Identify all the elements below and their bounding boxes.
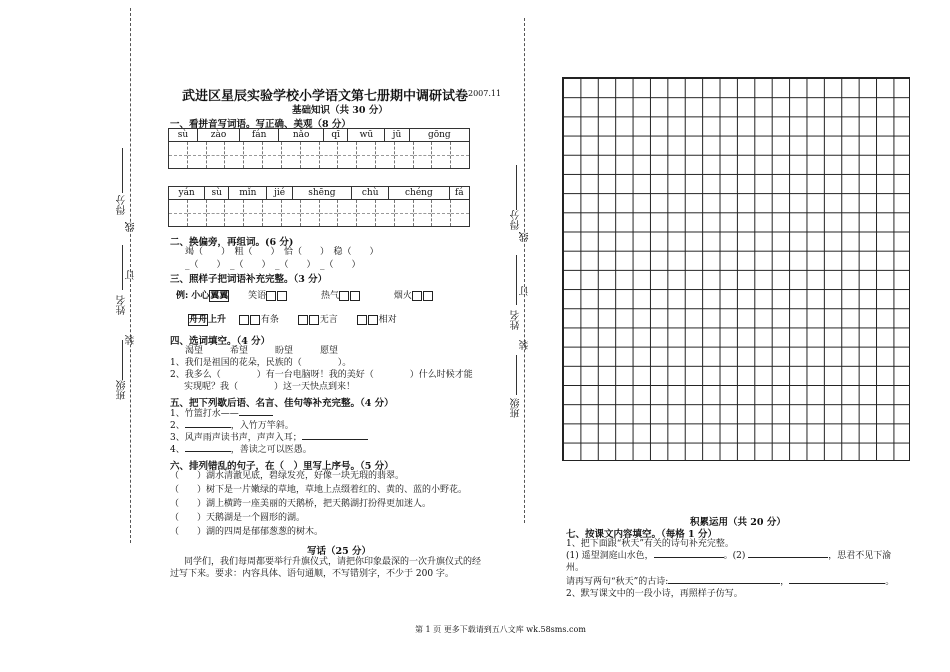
q6-item: （ ）湖水清澈见底，碧绿发亮，好像一块无瑕的翡翠。 — [170, 471, 405, 481]
q3-word-5: 无言 — [319, 315, 338, 325]
pinyin-cell: mǐn — [229, 187, 267, 200]
label-class-middle: 班级 — [511, 398, 522, 418]
q7-line-5: 2、默写课文中的一段小诗，再照样子仿写。 — [566, 589, 743, 599]
writing-box[interactable] — [338, 200, 357, 226]
writing-box[interactable] — [188, 142, 207, 168]
label-name-left: 姓名 — [117, 295, 128, 315]
q6-item: （ ）树下是一片嫩绿的草地，草地上点缀着红的、黄的、蓝的小野花。 — [170, 485, 468, 495]
label-line-left: 线 — [126, 222, 137, 232]
writing-prompt-1: 同学们，我们每周都要举行升旗仪式，请把你印象最深的一次升旗仪式的经 — [184, 557, 482, 567]
q5-blank[interactable] — [302, 439, 368, 440]
writing-box[interactable] — [357, 142, 376, 168]
q3-blank[interactable] — [298, 315, 308, 325]
pinyin-cell: jié — [267, 187, 292, 200]
writing-box[interactable] — [320, 200, 339, 226]
q5-item-2-text: ，入竹万竿斜。 — [230, 421, 294, 431]
q7-blank[interactable] — [668, 583, 780, 584]
writing-box[interactable] — [225, 142, 244, 168]
writing-box[interactable] — [301, 142, 320, 168]
basic-section-heading: 基础知识（共 30 分） — [292, 105, 388, 116]
q7-line-4: 请再写两句“秋天”的古诗: ， 。 — [566, 577, 895, 587]
q7-blank[interactable] — [654, 557, 724, 558]
q5-item-4-text: ，善读之可以医愚。 — [230, 445, 312, 455]
label-score-left: 得分 — [117, 195, 128, 215]
writing-box[interactable] — [451, 200, 469, 226]
q3-example-row-2 — [188, 314, 397, 326]
q3-example-row — [176, 290, 434, 302]
pinyin-cell: zào — [198, 129, 240, 142]
writing-box[interactable] — [451, 142, 469, 168]
q2-line-1: 竭（ ） 粗（ ） 恰（ ） 稳（ ） — [185, 247, 379, 257]
writing-box[interactable] — [263, 200, 282, 226]
pinyin-cell: nǎo — [279, 129, 324, 142]
pinyin-cell: sù — [205, 187, 229, 200]
q4-sentence-2b: 实现呢？我（ ）这一天快点到来！ — [184, 382, 356, 392]
q3-heading: 三、照样子把词语补充完整。（3 分） — [170, 274, 328, 285]
q3-blank[interactable] — [250, 315, 260, 325]
writing-box[interactable] — [169, 142, 188, 168]
q6-item: （ ）湖的四周是郁郁葱葱的树木。 — [170, 527, 324, 537]
q3-blank[interactable] — [339, 291, 349, 301]
q3-blank[interactable] — [277, 291, 287, 301]
q3-example-fill: 翼翼 — [210, 291, 229, 301]
q7-blank[interactable] — [748, 557, 828, 558]
pinyin-cell: chéng — [389, 187, 449, 200]
q7-line-2 — [566, 550, 891, 562]
q3-example2-word: 上升 — [208, 315, 227, 325]
pinyin-cell: sù — [169, 129, 198, 142]
pinyin-cell: chù — [352, 187, 389, 200]
q4-heading: 四、选词填空。（4 分） — [170, 336, 271, 347]
q3-example-word: 小心 — [191, 291, 210, 301]
q7-poem-2-label: 。(2) — [723, 551, 746, 561]
q3-word-3: 烟火 — [393, 291, 412, 301]
q3-blank[interactable] — [423, 291, 433, 301]
writing-heading: 写话（25 分） — [307, 546, 372, 557]
label-seal-left: 装 — [126, 335, 137, 345]
q3-blank[interactable] — [239, 315, 249, 325]
composition-grid[interactable] — [562, 77, 910, 461]
q5-blank[interactable] — [185, 427, 231, 428]
q5-item-3 — [170, 432, 368, 444]
writing-box[interactable] — [376, 142, 395, 168]
q6-list — [170, 470, 467, 540]
label-seal-middle: 装 — [520, 340, 531, 350]
pinyin-cell: yán — [169, 187, 205, 200]
pinyin-cell: qī — [324, 129, 348, 142]
writing-box[interactable] — [207, 142, 226, 168]
q7-line-1: 1、把下面跟“秋天”有关的诗句补充完整。 — [566, 539, 734, 549]
writing-box[interactable] — [263, 142, 282, 168]
writing-box[interactable] — [282, 142, 301, 168]
score-underline-left — [122, 148, 123, 193]
writing-box[interactable] — [301, 200, 320, 226]
writing-box[interactable] — [282, 200, 301, 226]
q3-blank[interactable] — [357, 315, 367, 325]
writing-box[interactable] — [207, 200, 226, 226]
exam-date: 2007.11 — [468, 89, 502, 98]
q7-line-3: 州。 — [566, 563, 585, 573]
q5-heading: 五、把下列歇后语、名言、佳句等补充完整。（4 分） — [170, 398, 394, 409]
label-class-left: 班级 — [117, 380, 128, 400]
q3-blank[interactable] — [350, 291, 360, 301]
label-line-middle: 线 — [520, 232, 531, 242]
accumulation-heading: 积累运用（共 20 分） — [690, 517, 786, 528]
pinyin-cell: wū — [348, 129, 385, 142]
q3-example2-fill: 舟舟 — [189, 315, 208, 325]
writing-box[interactable] — [338, 142, 357, 168]
pinyin-table-1 — [168, 128, 470, 169]
q7-heading: 七、按课文内容填空。（每格 1 分） — [566, 529, 717, 540]
q5-item-4: 4、 ，善读之可以医愚。 — [170, 445, 312, 455]
writing-box[interactable] — [414, 142, 433, 168]
label-bind-middle: 订 — [520, 286, 531, 296]
q3-blank[interactable] — [309, 315, 319, 325]
q7-autumn-prompt: 请再写两句“秋天”的古诗: — [566, 577, 669, 587]
name-underline-left — [122, 245, 123, 290]
class-underline-middle — [516, 355, 517, 395]
q5-item-3-text: 3、风声雨声读书声，声声入耳； — [170, 433, 302, 443]
q6-item: （ ）湖上横跨一座美丽的天鹅桥，把天鹅湖打扮得更加迷人。 — [170, 499, 432, 509]
q7-poem-2: ，思君不见下渝 — [828, 551, 892, 561]
q6-item: （ ）天鹅湖是一个圆形的湖。 — [170, 513, 306, 523]
writing-box[interactable] — [432, 200, 451, 226]
q4-sentence-2: 2、我多么（ ）有一台电脑呀！我的美好（ ）什么时候才能 — [170, 370, 473, 380]
q3-blank[interactable] — [368, 315, 378, 325]
pinyin-cell: gōng — [409, 129, 469, 142]
writing-box[interactable] — [376, 200, 395, 226]
writing-box[interactable] — [225, 200, 244, 226]
q4-word-options: 渴望 希望 盼望 愿望 — [185, 346, 339, 356]
q2-heading: 二、换偏旁，再组词。(6 分) — [170, 237, 294, 248]
writing-prompt-2: 过写下来。要求：内容具体、语句通顺，不写错别字，不少于 200 字。 — [170, 569, 454, 579]
pinyin-cell: fán — [239, 129, 278, 142]
q3-example-label: 例: — [176, 291, 189, 301]
q5-item-1-text: 1、竹篮打水—— — [170, 409, 239, 419]
score-underline-middle — [516, 165, 517, 210]
writing-box[interactable] — [357, 200, 376, 226]
q2-line-2: _（ ） _（ ） _（ ） _（ ） — [185, 260, 361, 270]
q7-poem-1: (1) 遥望洞庭山水色， — [566, 551, 654, 561]
pinyin-cell: fá — [449, 187, 469, 200]
q3-blank[interactable] — [266, 291, 276, 301]
q5-item-2: 2、 ，入竹万竿斜。 — [170, 421, 294, 431]
label-name-middle: 姓名 — [511, 310, 522, 330]
label-bind-left: 订 — [126, 270, 137, 280]
writing-box[interactable] — [414, 200, 433, 226]
q6-heading: 六、排列错乱的句子，在（ ）里写上序号。（5 分） — [170, 461, 394, 472]
label-score-middle: 得分 — [511, 210, 522, 230]
writing-box[interactable] — [395, 142, 414, 168]
writing-box[interactable] — [169, 200, 188, 226]
q1-heading: 一、看拼音写词语。写正确、美观（8 分） — [170, 119, 351, 130]
binding-dashed-line-middle — [524, 18, 525, 523]
q3-blank[interactable] — [412, 291, 422, 301]
writing-box[interactable] — [395, 200, 414, 226]
q5-item-1 — [170, 408, 273, 420]
name-underline-middle — [516, 255, 517, 305]
q3-word-4: 有条 — [260, 315, 279, 325]
q3-word-1: 笑语 — [248, 291, 267, 301]
q5-blank[interactable] — [239, 415, 273, 416]
pinyin-cell: jū — [385, 129, 409, 142]
writing-box[interactable] — [244, 200, 263, 226]
q5-blank[interactable] — [185, 451, 231, 452]
q3-word-6: 相对 — [378, 315, 397, 325]
pinyin-cell: shēng — [292, 187, 351, 200]
pinyin-table-2 — [168, 186, 470, 227]
q7-blank[interactable] — [789, 583, 885, 584]
page-footer: 第 1 页 更多下载请到五八文库 wk.58sms.com — [415, 625, 586, 634]
writing-box[interactable] — [320, 142, 339, 168]
writing-box[interactable] — [244, 142, 263, 168]
q4-sentence-1: 1、我们是祖国的花朵，民族的（ ）。 — [170, 358, 352, 368]
writing-box[interactable] — [188, 200, 207, 226]
exam-title: 武进区星辰实验学校小学语文第七册期中调研试卷 — [182, 89, 469, 104]
class-underline-left — [122, 340, 123, 380]
q3-word-2: 热气 — [321, 291, 340, 301]
writing-box[interactable] — [432, 142, 451, 168]
